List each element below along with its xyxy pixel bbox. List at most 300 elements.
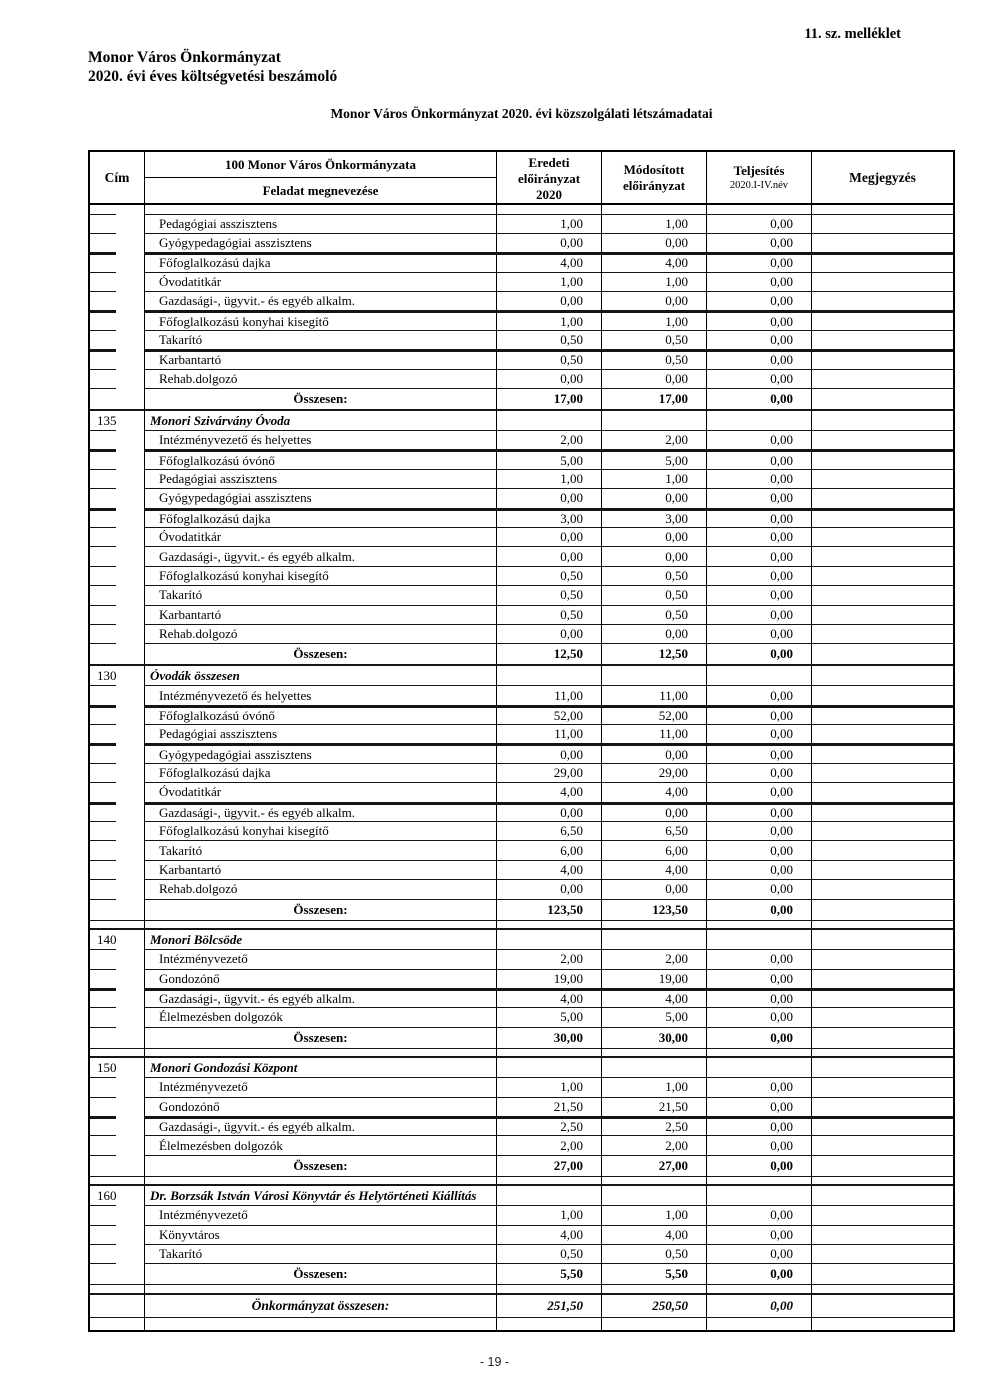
row-modositott-value: 27,00 xyxy=(602,1155,707,1176)
table-row xyxy=(90,1116,953,1135)
row-cim-cell xyxy=(116,388,145,409)
spacer-row xyxy=(90,920,953,929)
table-row xyxy=(90,743,953,762)
row-megjegyzes-cell xyxy=(812,1244,953,1263)
row-modositott-value: 2,00 xyxy=(602,1135,707,1154)
row-cim-cell xyxy=(116,840,145,859)
header-eredeti xyxy=(497,152,602,203)
table-row xyxy=(90,724,953,743)
row-cim-strip xyxy=(90,546,116,565)
table-row xyxy=(90,802,953,821)
row-cim-strip xyxy=(90,369,116,388)
row-modositott-value xyxy=(602,1284,707,1293)
row-cim-strip xyxy=(90,821,116,840)
row-modositott-value: 11,00 xyxy=(602,724,707,743)
row-modositott-value: 0,50 xyxy=(602,349,707,368)
table-row xyxy=(90,605,953,624)
table-row xyxy=(90,508,953,527)
spacer-row xyxy=(90,1284,953,1293)
row-label: Takarító xyxy=(145,585,497,604)
header-modositott-line1: Módosított xyxy=(623,161,685,177)
table-row xyxy=(90,214,953,233)
row-modositott-value: 0,50 xyxy=(602,566,707,585)
row-modositott-value: 1,00 xyxy=(602,214,707,233)
row-teljesites-value: 0,00 xyxy=(707,469,812,488)
row-cim-strip xyxy=(90,252,116,271)
row-modositott-value: 0,00 xyxy=(602,527,707,546)
row-megjegyzes-cell xyxy=(812,1135,953,1154)
row-cim-strip xyxy=(90,1048,116,1057)
table-row xyxy=(90,430,953,449)
row-modositott-value: 3,00 xyxy=(602,508,707,527)
row-megjegyzes-cell xyxy=(812,988,953,1007)
row-cim-strip xyxy=(90,1225,116,1244)
row-cim-strip xyxy=(90,291,116,310)
row-teljesites-value: 0,00 xyxy=(707,1135,812,1154)
spacer-row xyxy=(90,1317,953,1330)
row-megjegyzes-cell xyxy=(812,566,953,585)
row-teljesites-value: 0,00 xyxy=(707,488,812,507)
row-cim-strip xyxy=(90,643,116,664)
row-modositott-value xyxy=(602,409,707,430)
row-cim-cell xyxy=(116,252,145,271)
spacer-row xyxy=(90,1048,953,1057)
table-row xyxy=(90,763,953,782)
row-teljesites-value: 0,00 xyxy=(707,782,812,801)
subtotal-row xyxy=(90,1027,953,1048)
row-megjegyzes-cell xyxy=(812,349,953,368)
row-eredeti-value xyxy=(497,920,602,929)
row-label: Intézményvezető és helyettes xyxy=(145,430,497,449)
row-label: Intézményvezető és helyettes xyxy=(145,685,497,704)
row-cim-strip xyxy=(90,860,116,879)
row-eredeti-value: 5,00 xyxy=(497,1007,602,1026)
row-megjegyzes-cell xyxy=(812,1205,953,1224)
table-row xyxy=(90,1135,953,1154)
row-teljesites-value: 0,00 xyxy=(707,527,812,546)
row-modositott-value: 4,00 xyxy=(602,988,707,1007)
row-teljesites-value: 0,00 xyxy=(707,879,812,898)
row-label: Főfoglalkozású dajka xyxy=(145,508,497,527)
table-row xyxy=(90,272,953,291)
row-label: Rehab.dolgozó xyxy=(145,624,497,643)
row-megjegyzes-cell xyxy=(812,605,953,624)
row-megjegyzes-cell xyxy=(812,252,953,271)
row-cim-cell xyxy=(116,546,145,565)
row-cim-cell xyxy=(116,349,145,368)
row-megjegyzes-cell xyxy=(812,430,953,449)
row-modositott-value: 17,00 xyxy=(602,388,707,409)
row-megjegyzes-cell xyxy=(812,685,953,704)
row-modositott-value: 123,50 xyxy=(602,899,707,920)
row-cim-cell xyxy=(116,508,145,527)
row-modositott-value: 4,00 xyxy=(602,1225,707,1244)
row-label: Gondozónő xyxy=(145,969,497,988)
subtotal-row xyxy=(90,643,953,664)
report-title: 2020. évi éves költségvetési beszámoló xyxy=(88,68,338,85)
row-cim-cell xyxy=(116,1007,145,1026)
row-teljesites-value xyxy=(707,1184,812,1205)
header-task-line: Feladat megnevezése xyxy=(262,182,379,198)
header-modositott xyxy=(602,152,707,203)
row-megjegyzes-cell xyxy=(812,291,953,310)
row-teljesites-value: 0,00 xyxy=(707,272,812,291)
row-cim-number: 140 xyxy=(90,928,145,949)
table-row xyxy=(90,585,953,604)
row-label: Intézményvezető xyxy=(145,949,497,968)
row-modositott-value: 29,00 xyxy=(602,763,707,782)
staffing-table xyxy=(88,150,955,1332)
table-row xyxy=(90,330,953,349)
row-cim-strip xyxy=(90,782,116,801)
row-megjegyzes-cell xyxy=(812,330,953,349)
row-eredeti-value: 4,00 xyxy=(497,1225,602,1244)
row-modositott-value: 4,00 xyxy=(602,860,707,879)
grand-total-row xyxy=(90,1293,953,1317)
row-cim-cell xyxy=(116,1116,145,1135)
row-modositott-value: 0,00 xyxy=(602,743,707,762)
row-eredeti-value: 12,50 xyxy=(497,643,602,664)
row-cim-strip xyxy=(90,1116,116,1135)
row-modositott-value: 21,50 xyxy=(602,1097,707,1116)
row-cim-strip xyxy=(90,233,116,252)
row-cim-strip xyxy=(90,1317,116,1330)
row-eredeti-value: 0,00 xyxy=(497,291,602,310)
row-modositott-value: 6,00 xyxy=(602,840,707,859)
row-label: Főfoglalkozású konyhai kisegítő xyxy=(145,310,497,329)
row-cim-cell xyxy=(116,488,145,507)
row-teljesites-value: 0,00 xyxy=(707,1007,812,1026)
row-teljesites-value: 0,00 xyxy=(707,643,812,664)
row-cim-strip xyxy=(90,949,116,968)
section-row xyxy=(90,664,953,685)
annex-label: 11. sz. melléklet xyxy=(804,26,901,42)
row-cim-cell xyxy=(116,920,145,929)
row-modositott-value: 12,50 xyxy=(602,643,707,664)
row-megjegyzes-cell xyxy=(812,527,953,546)
row-cim-strip xyxy=(90,330,116,349)
row-modositott-value: 1,00 xyxy=(602,469,707,488)
subtotal-row xyxy=(90,1155,953,1176)
row-cim-strip xyxy=(90,469,116,488)
row-eredeti-value: 123,50 xyxy=(497,899,602,920)
row-cim-cell xyxy=(116,624,145,643)
row-megjegyzes-cell xyxy=(812,879,953,898)
row-cim-cell xyxy=(116,291,145,310)
row-cim-number: 130 xyxy=(90,664,145,685)
row-teljesites-value: 0,00 xyxy=(707,449,812,468)
row-cim-cell xyxy=(116,1293,145,1317)
row-cim-cell xyxy=(116,724,145,743)
row-cim-cell xyxy=(116,1027,145,1048)
row-megjegyzes-cell xyxy=(812,205,953,214)
row-teljesites-value xyxy=(707,1176,812,1185)
row-eredeti-value: 0,00 xyxy=(497,879,602,898)
row-modositott-value: 0,00 xyxy=(602,291,707,310)
header-modositott-line2: előirányzat xyxy=(622,177,686,193)
table-row xyxy=(90,1205,953,1224)
row-eredeti-value: 0,00 xyxy=(497,369,602,388)
row-teljesites-value xyxy=(707,1048,812,1057)
row-label: Gazdasági-, ügyvit.- és egyéb alkalm. xyxy=(145,546,497,565)
row-eredeti-value: 29,00 xyxy=(497,763,602,782)
row-cim-number: 135 xyxy=(90,409,145,430)
header-org-line: 100 Monor Város Önkormányzata xyxy=(145,152,496,178)
table-row xyxy=(90,1244,953,1263)
row-teljesites-value xyxy=(707,920,812,929)
row-label: Monori Bölcsöde xyxy=(145,928,497,949)
row-megjegyzes-cell xyxy=(812,310,953,329)
row-eredeti-value: 251,50 xyxy=(497,1293,602,1317)
row-teljesites-value: 0,00 xyxy=(707,605,812,624)
row-label: Óvodatitkár xyxy=(145,272,497,291)
row-eredeti-value: 0,50 xyxy=(497,585,602,604)
row-modositott-value: 11,00 xyxy=(602,685,707,704)
row-cim-cell xyxy=(116,1317,145,1330)
header-eredeti-line1: Eredeti xyxy=(528,155,570,170)
row-eredeti-value: 0,00 xyxy=(497,624,602,643)
row-cim-cell xyxy=(116,1155,145,1176)
row-megjegyzes-cell xyxy=(812,1056,953,1077)
row-cim-cell xyxy=(116,685,145,704)
row-modositott-value: 2,00 xyxy=(602,949,707,968)
row-teljesites-value: 0,00 xyxy=(707,724,812,743)
row-cim-strip xyxy=(90,988,116,1007)
row-megjegyzes-cell xyxy=(812,920,953,929)
row-eredeti-value xyxy=(497,1317,602,1330)
spacer-row xyxy=(90,205,953,214)
row-eredeti-value xyxy=(497,1284,602,1293)
table-row xyxy=(90,1007,953,1026)
row-label: Gazdasági-, ügyvit.- és egyéb alkalm. xyxy=(145,988,497,1007)
row-megjegyzes-cell xyxy=(812,1184,953,1205)
row-label: Intézményvezető xyxy=(145,1077,497,1096)
row-teljesites-value: 0,00 xyxy=(707,546,812,565)
row-teljesites-value xyxy=(707,409,812,430)
row-cim-strip xyxy=(90,527,116,546)
row-eredeti-value: 19,00 xyxy=(497,969,602,988)
row-eredeti-value xyxy=(497,409,602,430)
row-cim-strip xyxy=(90,388,116,409)
row-label xyxy=(145,1284,497,1293)
row-eredeti-value: 1,00 xyxy=(497,1205,602,1224)
row-label: Takarító xyxy=(145,1244,497,1263)
row-cim-cell xyxy=(116,1097,145,1116)
header-megjegyzes: Megjegyzés xyxy=(849,169,916,185)
row-megjegyzes-cell xyxy=(812,763,953,782)
row-teljesites-value: 0,00 xyxy=(707,949,812,968)
row-cim-cell xyxy=(116,743,145,762)
row-megjegyzes-cell xyxy=(812,840,953,859)
table-row xyxy=(90,233,953,252)
row-cim-cell xyxy=(116,566,145,585)
section-row xyxy=(90,1184,953,1205)
row-modositott-value: 5,00 xyxy=(602,449,707,468)
row-label: Gazdasági-, ügyvit.- és egyéb alkalm. xyxy=(145,802,497,821)
row-eredeti-value: 30,00 xyxy=(497,1027,602,1048)
row-teljesites-value: 0,00 xyxy=(707,1293,812,1317)
row-cim-strip xyxy=(90,430,116,449)
table-row xyxy=(90,988,953,1007)
row-megjegyzes-cell xyxy=(812,724,953,743)
row-modositott-value xyxy=(602,1056,707,1077)
row-label: Karbantartó xyxy=(145,605,497,624)
row-teljesites-value: 0,00 xyxy=(707,821,812,840)
table-row xyxy=(90,488,953,507)
row-label: Főfoglalkozású dajka xyxy=(145,252,497,271)
row-modositott-value: 19,00 xyxy=(602,969,707,988)
table-row xyxy=(90,291,953,310)
row-teljesites-value: 0,00 xyxy=(707,743,812,762)
table-caption: Monor Város Önkormányzat 2020. évi közszolgálati létszámadatai xyxy=(330,106,713,121)
row-label: Összesen: xyxy=(145,643,497,664)
row-label: Összesen: xyxy=(145,1263,497,1284)
row-megjegyzes-cell xyxy=(812,969,953,988)
row-modositott-value: 0,50 xyxy=(602,605,707,624)
table-row xyxy=(90,879,953,898)
row-teljesites-value: 0,00 xyxy=(707,252,812,271)
row-eredeti-value: 0,50 xyxy=(497,330,602,349)
row-modositott-value: 5,00 xyxy=(602,1007,707,1026)
row-cim-strip xyxy=(90,840,116,859)
table-row xyxy=(90,840,953,859)
row-eredeti-value: 4,00 xyxy=(497,860,602,879)
row-modositott-value xyxy=(602,664,707,685)
header-eredeti-line3: 2020 xyxy=(536,187,562,202)
row-cim-cell xyxy=(116,205,145,214)
row-cim-cell xyxy=(116,899,145,920)
row-label xyxy=(145,205,497,214)
row-megjegyzes-cell xyxy=(812,664,953,685)
row-megjegyzes-cell xyxy=(812,233,953,252)
row-cim-strip xyxy=(90,585,116,604)
row-eredeti-value xyxy=(497,1056,602,1077)
row-megjegyzes-cell xyxy=(812,1027,953,1048)
row-eredeti-value: 6,00 xyxy=(497,840,602,859)
row-teljesites-value: 0,00 xyxy=(707,705,812,724)
row-cim-strip xyxy=(90,899,116,920)
row-eredeti-value: 6,50 xyxy=(497,821,602,840)
row-teljesites-value: 0,00 xyxy=(707,1155,812,1176)
row-megjegyzes-cell xyxy=(812,214,953,233)
row-cim-strip xyxy=(90,449,116,468)
row-megjegyzes-cell xyxy=(812,1284,953,1293)
row-label: Önkormányzat összesen: xyxy=(145,1293,497,1317)
row-modositott-value: 0,00 xyxy=(602,802,707,821)
row-teljesites-value: 0,00 xyxy=(707,430,812,449)
row-eredeti-value: 0,00 xyxy=(497,233,602,252)
row-label xyxy=(145,920,497,929)
row-cim-cell xyxy=(116,705,145,724)
row-cim-cell xyxy=(116,1048,145,1057)
row-cim-number: 150 xyxy=(90,1056,145,1077)
row-eredeti-value: 0,50 xyxy=(497,349,602,368)
row-cim-cell xyxy=(116,330,145,349)
table-row xyxy=(90,1077,953,1096)
row-modositott-value xyxy=(602,1317,707,1330)
table-row xyxy=(90,449,953,468)
row-megjegyzes-cell xyxy=(812,643,953,664)
row-teljesites-value: 0,00 xyxy=(707,840,812,859)
row-cim-number: 160 xyxy=(90,1184,145,1205)
row-modositott-value: 1,00 xyxy=(602,272,707,291)
row-eredeti-value: 21,50 xyxy=(497,1097,602,1116)
row-eredeti-value: 1,00 xyxy=(497,469,602,488)
row-megjegyzes-cell xyxy=(812,782,953,801)
row-teljesites-value: 0,00 xyxy=(707,899,812,920)
row-teljesites-value: 0,00 xyxy=(707,1263,812,1284)
row-label: Pedagógiai asszisztens xyxy=(145,469,497,488)
row-cim-cell xyxy=(116,1284,145,1293)
header-teljesites-sub: 2020.I-IV.név xyxy=(729,180,789,191)
row-eredeti-value: 2,00 xyxy=(497,1135,602,1154)
row-cim-cell xyxy=(116,802,145,821)
table-row xyxy=(90,310,953,329)
row-eredeti-value: 0,00 xyxy=(497,527,602,546)
table-row xyxy=(90,469,953,488)
table-row xyxy=(90,624,953,643)
row-eredeti-value: 17,00 xyxy=(497,388,602,409)
row-cim-cell xyxy=(116,449,145,468)
row-modositott-value: 6,50 xyxy=(602,821,707,840)
table-row xyxy=(90,349,953,368)
row-label xyxy=(145,1317,497,1330)
row-teljesites-value: 0,00 xyxy=(707,349,812,368)
header-teljesites-title: Teljesítés xyxy=(733,163,785,178)
row-eredeti-value: 1,00 xyxy=(497,272,602,291)
row-megjegyzes-cell xyxy=(812,1317,953,1330)
row-modositott-value: 1,00 xyxy=(602,1205,707,1224)
row-cim-cell xyxy=(116,527,145,546)
row-cim-cell xyxy=(116,1244,145,1263)
row-eredeti-value: 2,00 xyxy=(497,430,602,449)
row-cim-strip xyxy=(90,1097,116,1116)
row-teljesites-value: 0,00 xyxy=(707,988,812,1007)
organization-title: Monor Város Önkormányzat xyxy=(88,49,281,66)
row-megjegyzes-cell xyxy=(812,899,953,920)
row-label: Takarító xyxy=(145,330,497,349)
row-cim-strip xyxy=(90,763,116,782)
row-cim-strip xyxy=(90,920,116,929)
row-teljesites-value xyxy=(707,1317,812,1330)
row-teljesites-value: 0,00 xyxy=(707,233,812,252)
row-eredeti-value: 27,00 xyxy=(497,1155,602,1176)
row-teljesites-value: 0,00 xyxy=(707,1205,812,1224)
row-label: Főfoglalkozású dajka xyxy=(145,763,497,782)
row-cim-cell xyxy=(116,605,145,624)
row-cim-strip xyxy=(90,802,116,821)
row-teljesites-value: 0,00 xyxy=(707,508,812,527)
subtotal-row xyxy=(90,388,953,409)
row-eredeti-value: 0,50 xyxy=(497,605,602,624)
row-cim-cell xyxy=(116,763,145,782)
row-cim-cell xyxy=(116,1225,145,1244)
row-cim-cell xyxy=(116,1135,145,1154)
row-cim-strip xyxy=(90,1293,116,1317)
row-modositott-value xyxy=(602,1176,707,1185)
row-modositott-value: 1,00 xyxy=(602,310,707,329)
row-eredeti-value: 0,00 xyxy=(497,488,602,507)
row-label: Könyvtáros xyxy=(145,1225,497,1244)
row-teljesites-value: 0,00 xyxy=(707,310,812,329)
row-modositott-value: 52,00 xyxy=(602,705,707,724)
row-megjegyzes-cell xyxy=(812,1048,953,1057)
row-cim-strip xyxy=(90,705,116,724)
row-label: Pedagógiai asszisztens xyxy=(145,724,497,743)
row-label: Rehab.dolgozó xyxy=(145,879,497,898)
row-megjegyzes-cell xyxy=(812,624,953,643)
row-label: Karbantartó xyxy=(145,860,497,879)
